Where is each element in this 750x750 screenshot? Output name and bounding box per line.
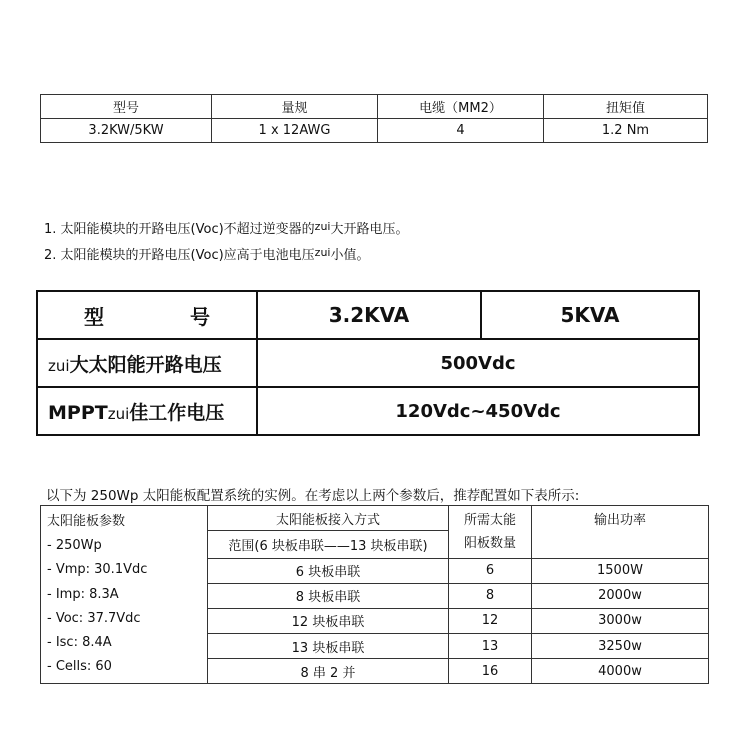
count-cell: 12 — [449, 608, 532, 633]
param-item: - Imp: 8.3A — [47, 586, 119, 602]
panel-config-table — [40, 505, 709, 684]
method-cell: 13 块板串联 — [208, 634, 449, 659]
count-cell: 6 — [449, 558, 532, 583]
note-text: 小值。 — [330, 248, 370, 263]
table-cell: 4 — [378, 119, 544, 143]
subheader-cell: 范围(6 块板串联——13 块板串联) — [208, 531, 449, 558]
label-zui: zui — [107, 404, 130, 423]
label-text: 大太阳能开路电压 — [69, 353, 222, 376]
param-item: - Cells: 60 — [47, 659, 112, 675]
header-cell: 5KVA — [481, 291, 699, 339]
table-header-row — [41, 95, 708, 119]
header-cell: 3.2KVA — [257, 291, 481, 339]
table-cell: 3.2KW/5KW — [41, 119, 212, 143]
header-cell: 输出功率 — [532, 506, 709, 559]
header-cell: 量规 — [212, 95, 378, 119]
power-cell: 4000w — [532, 659, 709, 684]
power-cell: 2000w — [532, 583, 709, 608]
row-label — [37, 339, 257, 387]
count-cell: 8 — [449, 583, 532, 608]
count-cell: 13 — [449, 634, 532, 659]
intro-text: 以下为 250Wp 太阳能板配置系统的实例。在考虑以上两个参数后，推荐配置如下表所示: — [46, 488, 580, 504]
table-cell: 1.2 Nm — [544, 119, 708, 143]
method-cell: 12 块板串联 — [208, 608, 449, 633]
method-cell: 6 块板串联 — [208, 558, 449, 583]
note-zui: zui — [314, 220, 331, 233]
header-text: 型 — [84, 304, 104, 329]
power-cell: 3250w — [532, 634, 709, 659]
panel-params-cell — [41, 506, 208, 684]
param-item: - Voc: 37.7Vdc — [47, 610, 141, 626]
label-zui: zui — [48, 356, 70, 375]
voltage-spec-table — [36, 290, 700, 436]
header-text: 阳板数量 — [463, 535, 516, 551]
header-cell: 型号 — [41, 95, 212, 119]
note-line-1 — [44, 218, 409, 237]
cable-spec-table — [40, 94, 708, 143]
row-value: 120Vdc~450Vdc — [257, 387, 699, 435]
table-header-row — [37, 291, 699, 339]
table-cell: 1 x 12AWG — [212, 119, 378, 143]
table-row — [37, 339, 699, 387]
power-cell: 3000w — [532, 608, 709, 633]
row-label — [37, 387, 257, 435]
power-cell: 1500W — [532, 558, 709, 583]
note-zui: zui — [314, 246, 331, 259]
params-title: 太阳能板参数 — [47, 514, 126, 529]
note-text: 1. 太阳能模块的开路电压(Voc)不超过逆变器的 — [44, 222, 315, 237]
table-header-row — [41, 506, 709, 531]
note-text: 2. 太阳能模块的开路电压(Voc)应高于电池电压 — [44, 248, 315, 263]
header-cell-model — [37, 291, 257, 339]
note-text: 大开路电压。 — [330, 222, 409, 237]
header-cell: 太阳能板接入方式 — [208, 506, 449, 531]
header-text: 所需太能 — [463, 512, 516, 528]
param-item: - Vmp: 30.1Vdc — [47, 562, 148, 578]
header-cell: 电缆（MM2） — [378, 95, 544, 119]
table-row — [41, 119, 708, 143]
count-cell: 16 — [449, 659, 532, 684]
method-cell: 8 串 2 并 — [208, 659, 449, 684]
note-line-2 — [44, 244, 370, 263]
header-text: 号 — [190, 304, 210, 329]
row-value: 500Vdc — [257, 339, 699, 387]
table-row — [37, 387, 699, 435]
header-cell: 扭矩值 — [544, 95, 708, 119]
label-text: MPPT — [48, 401, 108, 424]
param-item: - Isc: 8.4A — [47, 635, 112, 651]
param-item: - 250Wp — [47, 538, 102, 554]
header-cell-count — [449, 506, 532, 559]
label-text: 佳工作电压 — [129, 401, 225, 424]
method-cell: 8 块板串联 — [208, 583, 449, 608]
